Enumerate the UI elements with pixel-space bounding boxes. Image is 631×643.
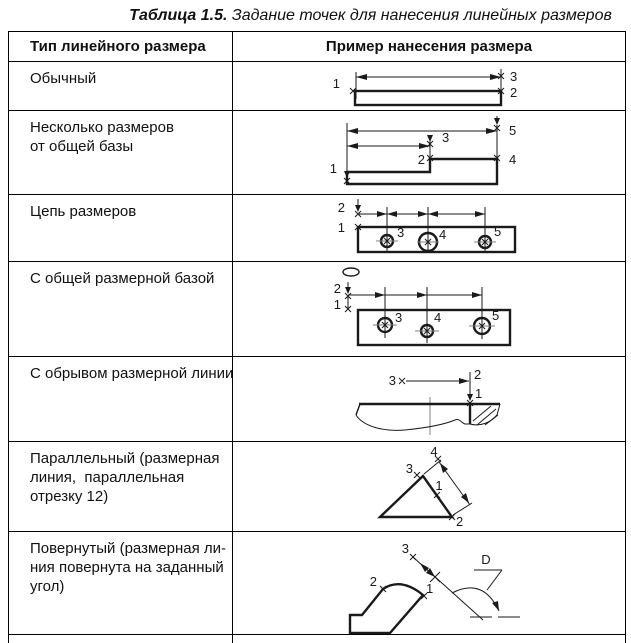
doc-title [112,7,629,25]
point-label: 1 [435,478,443,493]
row-type-label: С общей размерной базой [9,262,233,356]
row-example-cell [233,195,624,261]
point-label: 3 [401,541,409,556]
point-label: 1 [475,386,483,401]
table-header-row [9,32,625,62]
point-label: 1 [329,161,337,176]
point-label: 1 [333,297,341,312]
point-label: 2 [417,152,425,167]
row-example-cell [233,62,624,110]
point-label: 2 [369,574,377,589]
drawing-parallel-dimension [233,442,624,531]
row-example-cell [233,357,624,441]
snap-point-marks [345,293,485,334]
point-label: 2 [510,85,518,100]
row-type-label: Повернутый (размерная ли- ния повернута на заданный угол) [9,532,233,634]
drawing-broken-dimension-line [233,357,624,441]
table-row-common-dimension-base [9,262,625,357]
point-label: 5 [509,123,517,138]
point-label: 3 [388,373,396,388]
row-type-label: Цепь размеров [9,195,233,261]
table-row-parallel [9,442,625,532]
point-label: 3 [395,310,403,325]
angle-label: D [481,552,491,567]
drawing-common-base-dimensions [233,111,624,194]
row-example-cell [233,442,624,531]
point-label: 4 [430,444,438,459]
row-type-label: Несколько размеров от общей базы [9,111,233,194]
point-label: 4 [509,152,517,167]
row-example-cell [233,111,624,194]
point-label: 4 [434,310,442,325]
point-label: 1 [332,76,340,91]
drawing-ordinary-dimension [233,62,624,110]
point-label: 1 [426,581,434,596]
row-type-label: Обычный [9,62,233,110]
table-number: Таблица 1.5. [129,7,228,24]
table-row-partial [9,635,625,643]
point-label: 4 [439,227,447,242]
drawing-rotated-dimension [233,532,624,634]
point-label: 3 [397,225,405,240]
table-row-common-base [9,111,625,195]
table-row-dimension-chain [9,195,625,262]
row-type-label: С обрывом размерной линии [9,357,233,441]
row-example-cell [233,262,624,356]
point-label: 2 [456,514,464,529]
table-caption: Задание точек для нанесения линейных размеров [227,7,612,24]
col-header-type: Тип линейного размера [9,32,233,61]
point-label: 3 [510,69,518,84]
point-label: 5 [494,224,502,239]
point-label: 2 [474,367,482,382]
point-label: 1 [337,220,345,235]
row-example-cell [233,532,624,634]
col-header-example: Пример нанесения размера [325,38,533,55]
dimension-types-table [8,31,626,643]
point-label: 5 [492,308,500,323]
drawing-common-dimension-base [233,262,624,356]
point-label: 3 [442,130,450,145]
drawing-dimension-chain [233,195,624,261]
point-label: 3 [405,461,413,476]
table-row-ordinary [9,62,625,111]
point-label: 2 [333,281,341,296]
point-label: 2 [337,200,345,215]
table-row-rotated [9,532,625,635]
table-row-broken-dimension-line [9,357,625,442]
row-type-label: Параллельный (размерная линия, параллельная отрезку 12) [9,442,233,531]
